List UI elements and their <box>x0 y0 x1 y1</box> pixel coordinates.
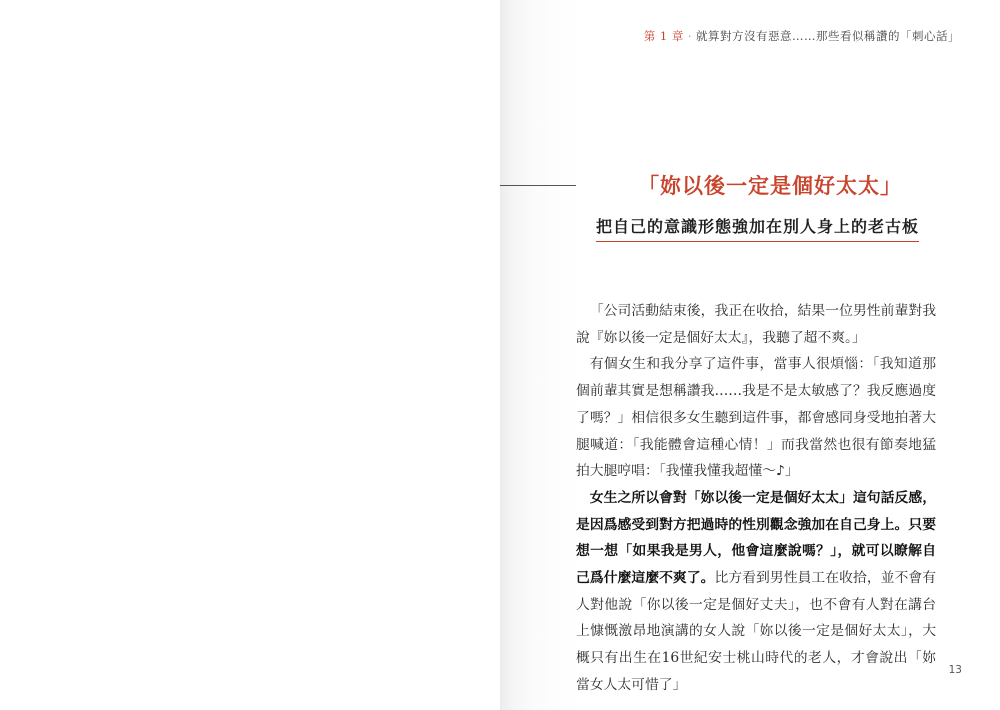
paragraph-3 <box>576 485 936 699</box>
section-title: 「妳以後一定是個好太太」 <box>638 174 902 198</box>
running-head <box>644 28 960 44</box>
running-head-chapter: 第 1 章 <box>643 29 684 43</box>
right-page <box>500 0 1000 710</box>
running-head-title: 就算對方沒有惡意……那些看似稱讚的「刺心話」 <box>696 29 960 43</box>
decorative-rule <box>500 185 576 186</box>
paragraph-2: 有個女生和我分享了這件事，當事人很煩惱：「我知道那個前輩其實是想稱讚我……我是不是太敏感了？我反應過度了嗎？」相信很多女生聽到這件事，都會感同身受地拍著大腿喊道：「我能體會這種心情！」而我當然也很有節奏地猛拍大腿哼唱：「我懂我懂我超懂～♪」 <box>576 356 936 480</box>
running-head-separator: · <box>687 29 692 43</box>
paragraph-1: 「公司活動結束後，我正在收拾，結果一位男性前輩對我說『妳以後一定是個好太太』，我聽了超不爽。」 <box>576 303 936 346</box>
section-subtitle: 把自己的意識形態強加在別人身上的老古板 <box>596 214 919 242</box>
body-text <box>576 298 936 699</box>
paragraph-3-emphasis: 女生之所以會對「妳以後一定是個好太太」這句話反感，是因爲感受到對方把過時的性別觀念強加在自己身上。只要想一想「如果我是男人，他會這麼說嗎？」，就可以瞭解自己爲什麼這麼不爽了。 <box>576 489 936 587</box>
paragraph-3-continuation: 比方看到男性員工在收拾，並不會有人對他說「你以後一定是個好丈夫」，也不會有人對在講台上慷慨激昂地演講的女人說「妳以後一定是個好太太」，大概只有出生在16世紀安士桃山時代的老人，才會說出「妳當女人太可惜了」 <box>576 570 937 693</box>
page-number: 13 <box>948 664 962 676</box>
